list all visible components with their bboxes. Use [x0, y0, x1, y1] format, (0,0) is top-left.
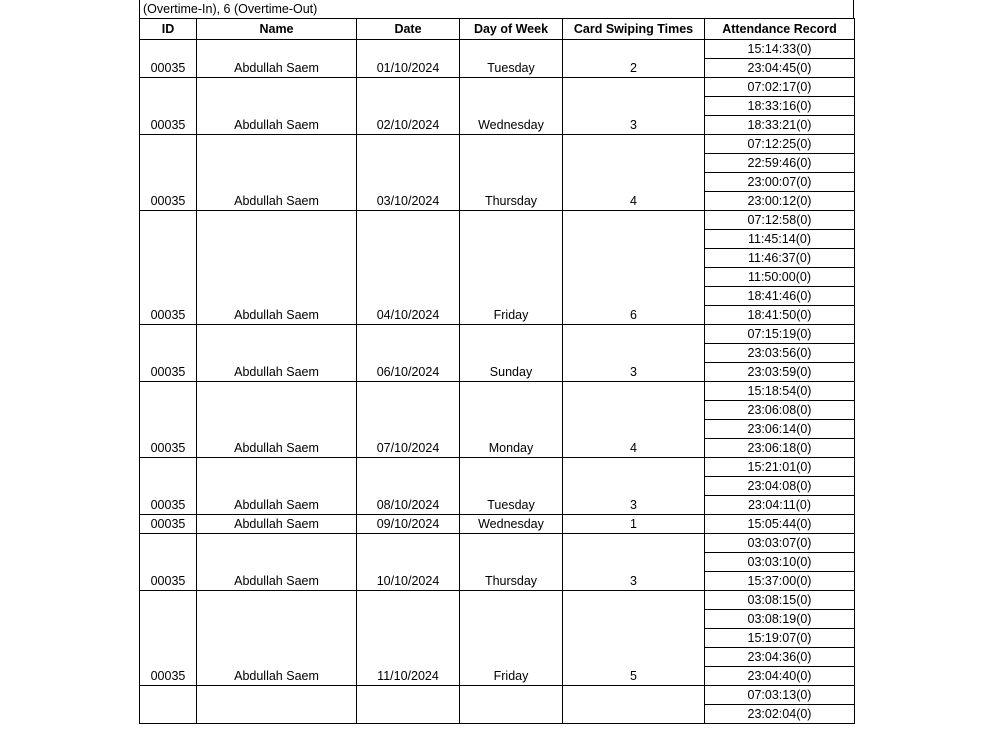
header-row [140, 19, 855, 40]
cell-attendance-record: 23:03:56(0) [705, 344, 855, 363]
cell-attendance-record: 15:21:01(0) [705, 458, 855, 477]
cell-date: 07/10/2024 [357, 382, 460, 458]
cell-attendance-record: 07:02:17(0) [705, 78, 855, 97]
table-row [140, 534, 855, 553]
cell-card-swiping-times: 1 [563, 515, 705, 534]
table-row [140, 325, 855, 344]
cell-attendance-record: 03:03:07(0) [705, 534, 855, 553]
cell-card-swiping-times: 3 [563, 534, 705, 591]
cell-day-of-week: Friday [460, 211, 563, 325]
cell-attendance-record: 11:46:37(0) [705, 249, 855, 268]
cell-date: 08/10/2024 [357, 458, 460, 515]
cell-attendance-record: 23:02:04(0) [705, 705, 855, 724]
cell-day-of-week: Monday [460, 382, 563, 458]
cell-card-swiping-times: 4 [563, 382, 705, 458]
table-row [140, 686, 855, 705]
cell-attendance-record: 03:03:10(0) [705, 553, 855, 572]
cell-attendance-record: 23:06:14(0) [705, 420, 855, 439]
cell-attendance-record: 23:03:59(0) [705, 363, 855, 382]
cell-attendance-record: 15:18:54(0) [705, 382, 855, 401]
cell-id: 00035 [140, 40, 197, 78]
table-row [140, 515, 855, 534]
cell-day-of-week: Tuesday [460, 40, 563, 78]
cell-day-of-week: Tuesday [460, 458, 563, 515]
cell-day-of-week: Wednesday [460, 515, 563, 534]
cell-id: 00035 [140, 458, 197, 515]
cell-id: 00035 [140, 325, 197, 382]
cell-id: 00035 [140, 591, 197, 686]
cell-id: 00035 [140, 135, 197, 211]
cell-attendance-record: 07:03:13(0) [705, 686, 855, 705]
header-attendance-record: Attendance Record [705, 19, 855, 40]
table-row [140, 78, 855, 97]
cell-date: 09/10/2024 [357, 515, 460, 534]
attendance-sheet [139, 0, 854, 724]
cell-attendance-record: 15:14:33(0) [705, 40, 855, 59]
attendance-table [139, 18, 855, 724]
cell-attendance-record: 18:33:21(0) [705, 116, 855, 135]
cell-attendance-record: 23:04:36(0) [705, 648, 855, 667]
cell-name: Abdullah Saem [197, 382, 357, 458]
cell-attendance-record: 18:41:46(0) [705, 287, 855, 306]
cell-card-swiping-times: 3 [563, 78, 705, 135]
cell-name [197, 686, 357, 724]
cell-name: Abdullah Saem [197, 591, 357, 686]
cell-date: 04/10/2024 [357, 211, 460, 325]
cell-attendance-record: 03:08:19(0) [705, 610, 855, 629]
cell-attendance-record: 23:04:08(0) [705, 477, 855, 496]
table-header [140, 19, 855, 40]
cell-id: 00035 [140, 515, 197, 534]
cell-attendance-record: 18:33:16(0) [705, 97, 855, 116]
cell-attendance-record: 23:00:12(0) [705, 192, 855, 211]
cell-name: Abdullah Saem [197, 458, 357, 515]
table-row [140, 211, 855, 230]
cell-attendance-record: 23:04:45(0) [705, 59, 855, 78]
cell-id: 00035 [140, 382, 197, 458]
cell-attendance-record: 23:06:08(0) [705, 401, 855, 420]
cell-attendance-record: 23:00:07(0) [705, 173, 855, 192]
cell-attendance-record: 03:08:15(0) [705, 591, 855, 610]
cell-id: 00035 [140, 78, 197, 135]
legend-note-text: (Overtime-In), 6 (Overtime-Out) [143, 2, 318, 16]
table-row [140, 40, 855, 59]
table-body [140, 40, 855, 724]
cell-id [140, 686, 197, 724]
cell-day-of-week: Wednesday [460, 78, 563, 135]
cell-day-of-week: Sunday [460, 325, 563, 382]
table-row [140, 382, 855, 401]
cell-card-swiping-times: 3 [563, 458, 705, 515]
cell-day-of-week: Thursday [460, 135, 563, 211]
cell-card-swiping-times: 2 [563, 40, 705, 78]
header-day-of-week: Day of Week [460, 19, 563, 40]
header-card-swiping-times: Card Swiping Times [563, 19, 705, 40]
cell-attendance-record: 11:45:14(0) [705, 230, 855, 249]
cell-day-of-week: Thursday [460, 534, 563, 591]
cell-name: Abdullah Saem [197, 325, 357, 382]
cell-date: 10/10/2024 [357, 534, 460, 591]
cell-card-swiping-times: 3 [563, 325, 705, 382]
table-row [140, 135, 855, 154]
cell-card-swiping-times: 6 [563, 211, 705, 325]
cell-card-swiping-times: 5 [563, 591, 705, 686]
cell-card-swiping-times [563, 686, 705, 724]
cell-attendance-record: 18:41:50(0) [705, 306, 855, 325]
cell-date: 02/10/2024 [357, 78, 460, 135]
header-name: Name [197, 19, 357, 40]
cell-name: Abdullah Saem [197, 515, 357, 534]
cell-date: 01/10/2024 [357, 40, 460, 78]
cell-attendance-record: 15:05:44(0) [705, 515, 855, 534]
cell-card-swiping-times: 4 [563, 135, 705, 211]
cell-id: 00035 [140, 211, 197, 325]
cell-attendance-record: 23:04:40(0) [705, 667, 855, 686]
cell-name: Abdullah Saem [197, 534, 357, 591]
table-row [140, 591, 855, 610]
cell-attendance-record: 15:37:00(0) [705, 572, 855, 591]
header-id: ID [140, 19, 197, 40]
cell-date: 03/10/2024 [357, 135, 460, 211]
cell-id: 00035 [140, 534, 197, 591]
cell-name: Abdullah Saem [197, 211, 357, 325]
cell-name: Abdullah Saem [197, 78, 357, 135]
cell-day-of-week [460, 686, 563, 724]
cell-day-of-week: Friday [460, 591, 563, 686]
cell-attendance-record: 23:04:11(0) [705, 496, 855, 515]
cell-attendance-record: 15:19:07(0) [705, 629, 855, 648]
cell-attendance-record: 07:15:19(0) [705, 325, 855, 344]
cell-date: 11/10/2024 [357, 591, 460, 686]
cell-date [357, 686, 460, 724]
cell-attendance-record: 07:12:58(0) [705, 211, 855, 230]
header-date: Date [357, 19, 460, 40]
cell-date: 06/10/2024 [357, 325, 460, 382]
cell-attendance-record: 07:12:25(0) [705, 135, 855, 154]
legend-note [139, 0, 854, 18]
cell-attendance-record: 23:06:18(0) [705, 439, 855, 458]
cell-name: Abdullah Saem [197, 135, 357, 211]
cell-attendance-record: 11:50:00(0) [705, 268, 855, 287]
table-row [140, 458, 855, 477]
cell-name: Abdullah Saem [197, 40, 357, 78]
cell-attendance-record: 22:59:46(0) [705, 154, 855, 173]
